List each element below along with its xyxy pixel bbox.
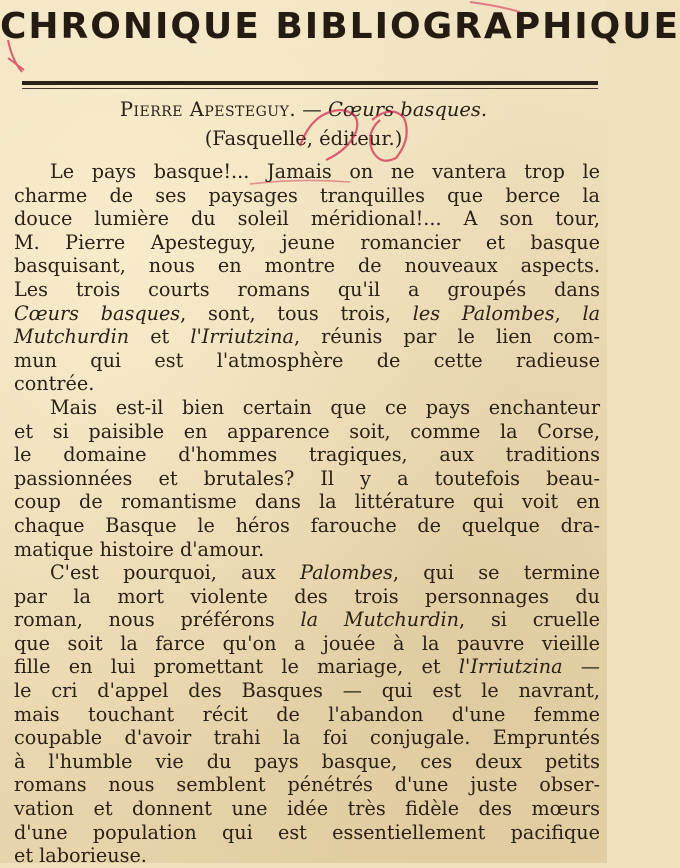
text-line [14, 207, 600, 231]
text-run: Le pays basque!... Jamais on ne vantera trop le [50, 160, 600, 183]
text-run: , sont, tous trois, [180, 301, 413, 325]
text-run: charme de ses paysages tranquilles que berce la [14, 183, 600, 207]
text-run: , réunis par le lien com- [293, 325, 601, 349]
text-run: , qui se termine [392, 561, 600, 585]
text-line [14, 490, 600, 514]
heading-dash: — [296, 98, 328, 121]
text-run: M. Pierre Apesteguy, jeune romancier et basque [14, 230, 600, 254]
text-run: passionnées et brutales? Il y a toutefois beau- [14, 466, 600, 490]
text-line [14, 396, 600, 420]
text-line [14, 302, 600, 326]
text-line [14, 254, 600, 278]
italic-text-run: l'Irriutzina [458, 655, 563, 679]
text-line [14, 655, 600, 679]
text-line [14, 514, 600, 538]
italic-text-run: Palombes [300, 561, 393, 585]
italic-text-run: la [582, 301, 601, 325]
text-run: par la mort violente des trois personnages du [14, 584, 600, 608]
italic-text-run: la Mutchurdin [300, 608, 460, 632]
text-line [14, 773, 600, 797]
text-run: d'une population qui est essentiellement pacifique [14, 820, 600, 844]
text-run: et si paisible en apparence soit, comme la Corse, [14, 419, 600, 443]
text-line [14, 561, 600, 585]
text-line [14, 585, 600, 609]
masthead-title: CHRONIQUE BIBLIOGRAPHIQUE [0, 6, 680, 47]
text-line [14, 844, 600, 868]
text-run: Les trois courts romans qu'il a groupés dans [14, 277, 600, 301]
text-run: à l'humble vie du pays basque, ces deux petits [14, 749, 600, 773]
text-line [14, 278, 600, 302]
italic-text-run: Mutchurdin [14, 325, 130, 349]
text-line [14, 372, 600, 396]
text-line [14, 726, 600, 750]
text-run: , si cruelle [459, 608, 600, 632]
text-run: que soit la farce qu'on a jouée à la pauvre vieille [14, 631, 600, 655]
text-run: coup de romantisme dans la littérature qui voit en [14, 490, 600, 514]
text-run: vation et donnent une idée très fidèle des mœurs [14, 797, 600, 821]
text-run: le cri d'appel des Basques — qui est le navrant, [14, 679, 600, 703]
text-run: romans nous semblent pénétrés d'une juste obser- [14, 773, 600, 797]
text-line [14, 420, 600, 444]
text-run: matique histoire d'amour. [14, 537, 265, 561]
text-run: douce lumière du soleil méridional!... A son tour, [14, 207, 600, 231]
text-run: contrée. [14, 372, 95, 396]
masthead-rule-thin [22, 88, 598, 89]
text-line [14, 679, 600, 703]
text-line [14, 325, 600, 349]
text-line [14, 349, 600, 373]
review-heading [0, 96, 607, 123]
text-run: mun qui est l'atmosphère de cette radieuse [14, 348, 600, 372]
text-run: mais touchant récit de l'abandon d'une femme [14, 702, 600, 726]
text-run: et [129, 325, 191, 349]
text-line [14, 443, 600, 467]
text-run: chaque Basque le héros farouche de quelque dra- [14, 513, 600, 537]
masthead-rule [22, 81, 598, 85]
text-run: le domaine d'hommes tragiques, aux traditions [14, 443, 600, 467]
text-line [14, 821, 600, 845]
text-run: C'est pourquoi, aux [50, 561, 301, 585]
text-line [14, 750, 600, 774]
text-line [14, 467, 600, 491]
text-run: roman, nous préférons [14, 608, 301, 632]
review-publisher: (Fasquelle, éditeur.) [204, 127, 403, 150]
text-run: basquisant, nous en montre de nouveaux aspects. [14, 254, 600, 278]
text-line [14, 703, 600, 727]
italic-text-run: l'Irriutzina [190, 325, 294, 349]
text-line [14, 797, 600, 821]
text-line [14, 160, 600, 184]
text-run: — [562, 655, 600, 679]
text-run: et laborieuse. [14, 844, 147, 868]
text-run: , [554, 301, 583, 325]
text-line [14, 608, 600, 632]
text-line [14, 184, 600, 208]
text-run: coupable d'avoir trahi la foi conjugale. Empruntés [14, 726, 600, 750]
italic-text-run: les Palombes [412, 301, 555, 325]
italic-text-run: Cœurs basques [14, 301, 181, 325]
review-body [14, 160, 600, 868]
text-line [14, 538, 600, 562]
review-author: Pierre Apesteguy. [119, 98, 297, 121]
review-book-title: Cœurs basques. [327, 98, 488, 121]
text-line [14, 231, 600, 255]
text-run: fille en lui promettant le mariage, et [14, 655, 459, 679]
text-line [14, 632, 600, 656]
text-run: Mais est-il bien certain que ce pays enchanteur [50, 395, 600, 419]
